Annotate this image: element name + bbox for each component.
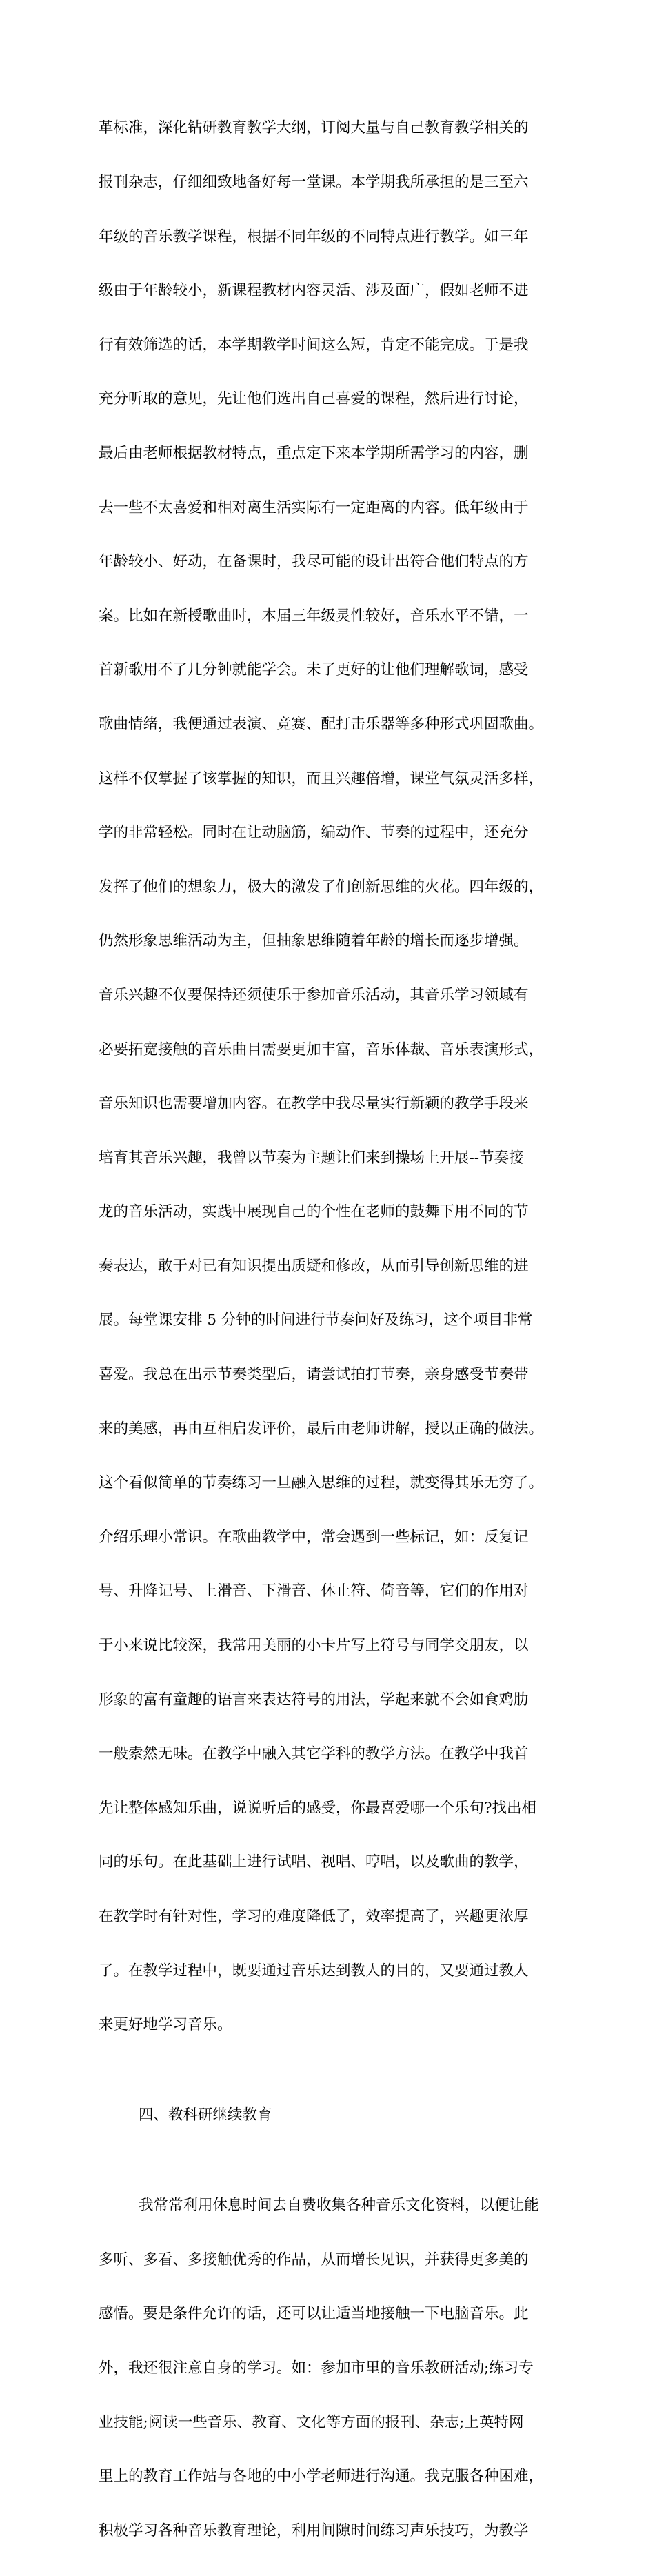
text-line: 多听、多看、多接触优秀的作品，从而增长见识，并获得更多美的 [99, 2251, 529, 2268]
text-line: 培育其音乐兴趣，我曾以节奏为主题让们来到操场上开展--节奏接 [99, 1149, 524, 1167]
text-line: 于小来说比较深，我常用美丽的小卡片写上符号与同学交朋友，以 [99, 1637, 529, 1655]
text-line: 介绍乐理小常识。在歌曲教学中，常会遇到一些标记，如：反复记 [99, 1528, 529, 1546]
text-line: 了。在教学过程中，既要通过音乐达到教人的目的，又要通过教人 [99, 1962, 529, 1980]
text-line: 这样不仅掌握了该掌握的知识，而且兴趣倍增，课堂气氛灵活多样， [99, 769, 544, 787]
text-line: 首新歌用不了几分钟就能学会。未了更好的让他们理解歌词，感受 [99, 661, 529, 679]
text-line: 发挥了他们的想象力，极大的激发了们创新思维的火花。四年级的， [99, 878, 544, 896]
text-line: 级由于年龄较小，新课程教材内容灵活、涉及面广，假如老师不进 [99, 282, 529, 300]
text-line: 去一些不太喜爱和相对离生活实际有一定距离的内容。低年级由于 [99, 499, 529, 516]
text-line: 歌曲情绪，我便通过表演、竞赛、配打击乐器等多种形式巩固歌曲。 [99, 715, 544, 733]
paragraph-continuing-education [99, 2161, 557, 2576]
text-line: 报刊杂志，仔细细致地备好每一堂课。本学期我所承担的是三至六 [99, 174, 529, 191]
text-line: 喜爱。我总在出示节奏类型后，请尝试拍打节奏，亲身感受节奏带 [99, 1366, 529, 1384]
text-line: 年龄较小、好动，在备课时，我尽可能的设计出符合他们特点的方 [99, 553, 529, 571]
text-line: 来的美感，再由互相启发评价，最后由老师讲解，授以正确的做法。 [99, 1420, 544, 1438]
text-line: 在教学时有针对性，学习的难度降低了，效率提高了，兴趣更浓厚 [99, 1908, 529, 1925]
text-line: 里上的教育工作站与各地的中小学老师进行沟通。我克服各种困难， [99, 2468, 544, 2486]
text-line: 我常常利用休息时间去自费收集各种音乐文化资料，以便让能 [139, 2197, 539, 2215]
text-line: 行有效筛选的话，本学期教学时间这么短，肯定不能完成。于是我 [99, 336, 529, 354]
text-line: 必要拓宽接触的音乐曲目需要更加丰富，音乐体裁、音乐表演形式， [99, 1040, 544, 1058]
text-line: 号、升降记号、上滑音、下滑音、休止符、倚音等，它们的作用对 [99, 1582, 529, 1600]
text-line: 外，我还很注意自身的学习。如：参加市里的音乐教研活动;练习专 [99, 2359, 534, 2377]
text-line: 感悟。要是条件允许的话，还可以让适当地接触一下电脑音乐。此 [99, 2305, 529, 2323]
text-line: 充分听取的意见，先让他们选出自己喜爱的课程，然后进行讨论， [99, 390, 529, 408]
text-line: 积极学习各种音乐教育理论，利用间隙时间练习声乐技巧，为教学 [99, 2522, 529, 2539]
text-line: 奏表达，敢于对已有知识提出质疑和修改，从而引导创新思维的进 [99, 1257, 529, 1275]
heading-text: 四、教科研继续教育 [139, 2106, 272, 2124]
text-line: 革标准，深化钻研教育教学大纲，订阅大量与自己教育教学相关的 [99, 119, 529, 137]
document-page [99, 83, 557, 2576]
paragraph-teaching-methods [99, 83, 557, 2071]
text-line: 形象的富有童趣的语言来表达符号的用法，学起来就不会如食鸡肋 [99, 1691, 529, 1709]
section-heading [99, 2071, 557, 2161]
text-line: 最后由老师根据教材特点，重点定下来本学期所需学习的内容，删 [99, 444, 529, 462]
text-line: 音乐知识也需要增加内容。在教学中我尽量实行新颖的教学手段来 [99, 1095, 529, 1113]
text-line: 学的非常轻松。同时在让动脑筋，编动作、节奏的过程中，还充分 [99, 824, 529, 842]
text-line: 这个看似简单的节奏练习一旦融入思维的过程，就变得其乐无穷了。 [99, 1474, 544, 1492]
text-line: 案。比如在新授歌曲时，本届三年级灵性较好，音乐水平不错，一 [99, 607, 529, 625]
text-line: 展。每堂课安排 5 分钟的时间进行节奏问好及练习，这个项目非常 [99, 1311, 533, 1329]
text-line: 音乐兴趣不仅要保持还须使乐于参加音乐活动，其音乐学习领域有 [99, 986, 529, 1004]
text-line: 仍然形象思维活动为主，但抽象思维随着年龄的增长而逐步增强。 [99, 932, 529, 950]
text-line: 同的乐句。在此基础上进行试唱、视唱、哼唱，以及歌曲的教学， [99, 1853, 529, 1871]
text-line: 先让整体感知乐曲，说说听后的感受，你最喜爱哪一个乐句?找出相 [99, 1799, 537, 1817]
text-line: 龙的音乐活动，实践中展现自己的个性在老师的鼓舞下用不同的节 [99, 1203, 529, 1221]
text-line: 年级的音乐教学课程，根据不同年级的不同特点进行教学。如三年 [99, 228, 529, 245]
text-line: 来更好地学习音乐。 [99, 2016, 232, 2034]
text-line: 业技能;阅读一些音乐、教育、文化等方面的报刊、杂志;上英特网 [99, 2413, 524, 2431]
text-line: 一般索然无味。在教学中融入其它学科的教学方法。在教学中我首 [99, 1745, 529, 1763]
